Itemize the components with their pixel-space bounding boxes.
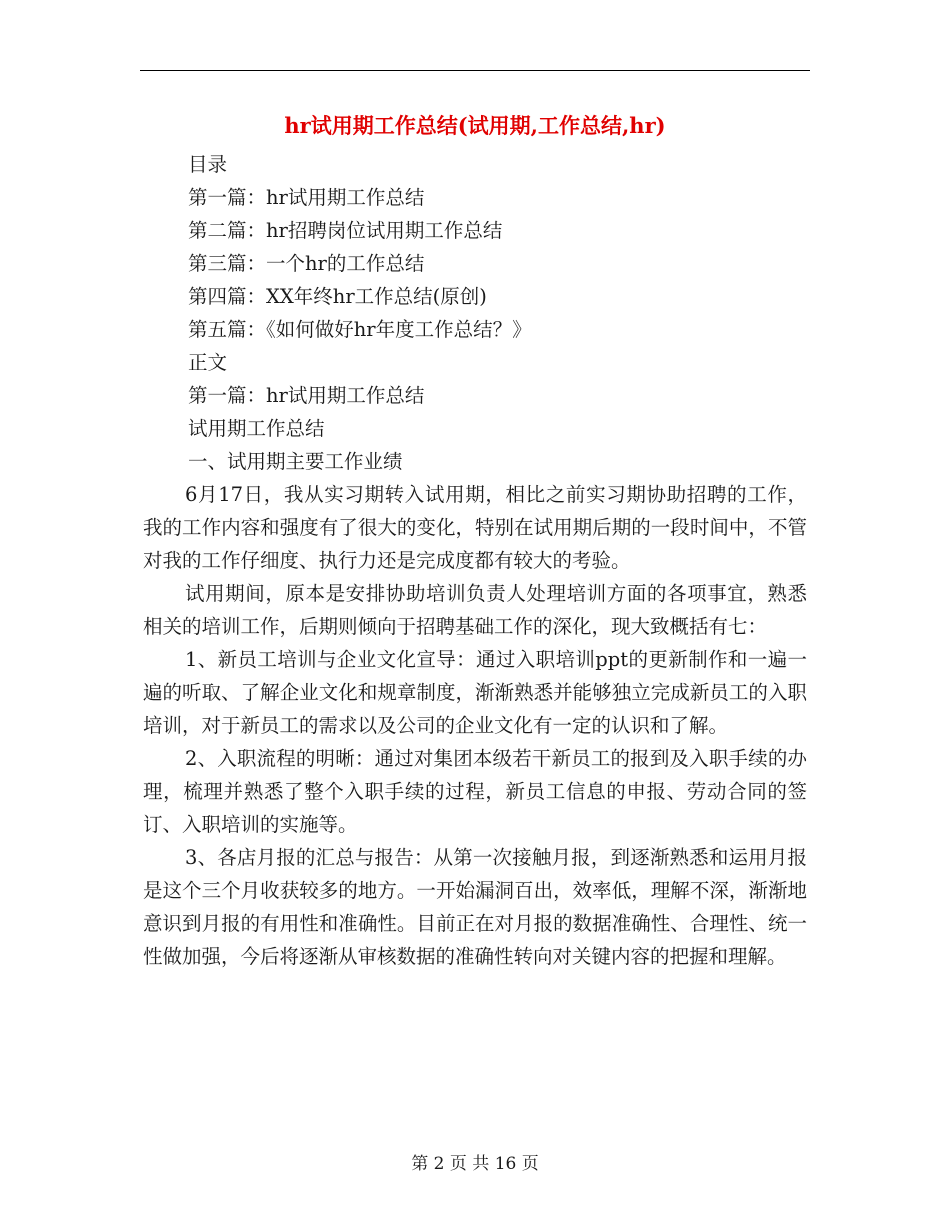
toc-heading: 目录 xyxy=(188,153,228,176)
body-paragraph: 6月17日，我从实习期转入试用期，相比之前实习期协助招聘的工作，我的工作内容和强度有了很大的变化，特别在试用期后期的一段时间中，不管对我的工作仔细度、执行力还是完成度都有较大的考验。 xyxy=(143,483,807,572)
toc-item: 第三篇：一个hr的工作总结 xyxy=(188,252,425,275)
section-title: 试用期工作总结 xyxy=(188,417,325,440)
body-paragraph: 3、各店月报的汇总与报告：从第一次接触月报，到逐渐熟悉和运用月报是这个三个月收获较多的地方。一开始漏洞百出，效率低，理解不深，渐渐地意识到月报的有用性和准确性。目前正在对月报的数据准确性、合理性、统一性做加强，今后将逐渐从审核数据的准确性转向对关键内容的把握和理解。 xyxy=(143,846,807,968)
toc-item: 第五篇：《如何做好hr年度工作总结？》 xyxy=(188,318,532,341)
toc-item: 第二篇：hr招聘岗位试用期工作总结 xyxy=(188,219,503,242)
body-paragraph: 2、入职流程的明晰：通过对集团本级若干新员工的报到及入职手续的办理，梳理并熟悉了整个入职手续的过程，新员工信息的申报、劳动合同的签订、入职培训的实施等。 xyxy=(143,747,807,836)
header-rule xyxy=(140,70,810,71)
chapter-title: 第一篇：hr试用期工作总结 xyxy=(188,384,425,407)
document-title: hr试用期工作总结(试用期,工作总结,hr) xyxy=(284,113,666,138)
document-body xyxy=(143,148,807,973)
page-number: 第 2 页 共 16 页 xyxy=(411,1154,539,1174)
subsection-title: 一、试用期主要工作业绩 xyxy=(188,450,403,473)
body-heading: 正文 xyxy=(188,351,228,374)
body-paragraph: 试用期间，原本是安排协助培训负责人处理培训方面的各项事宜，熟悉相关的培训工作，后期则倾向于招聘基础工作的深化，现大致概括有七： xyxy=(143,582,807,638)
toc-item: 第一篇：hr试用期工作总结 xyxy=(188,186,425,209)
toc-item: 第四篇：XX年终hr工作总结(原创) xyxy=(188,285,487,308)
body-paragraph: 1、新员工培训与企业文化宣导：通过入职培训ppt的更新制作和一遍一遍的听取、了解企业文化和规章制度，渐渐熟悉并能够独立完成新员工的入职培训，对于新员工的需求以及公司的企业文化有一定的认识和了解。 xyxy=(143,648,807,737)
